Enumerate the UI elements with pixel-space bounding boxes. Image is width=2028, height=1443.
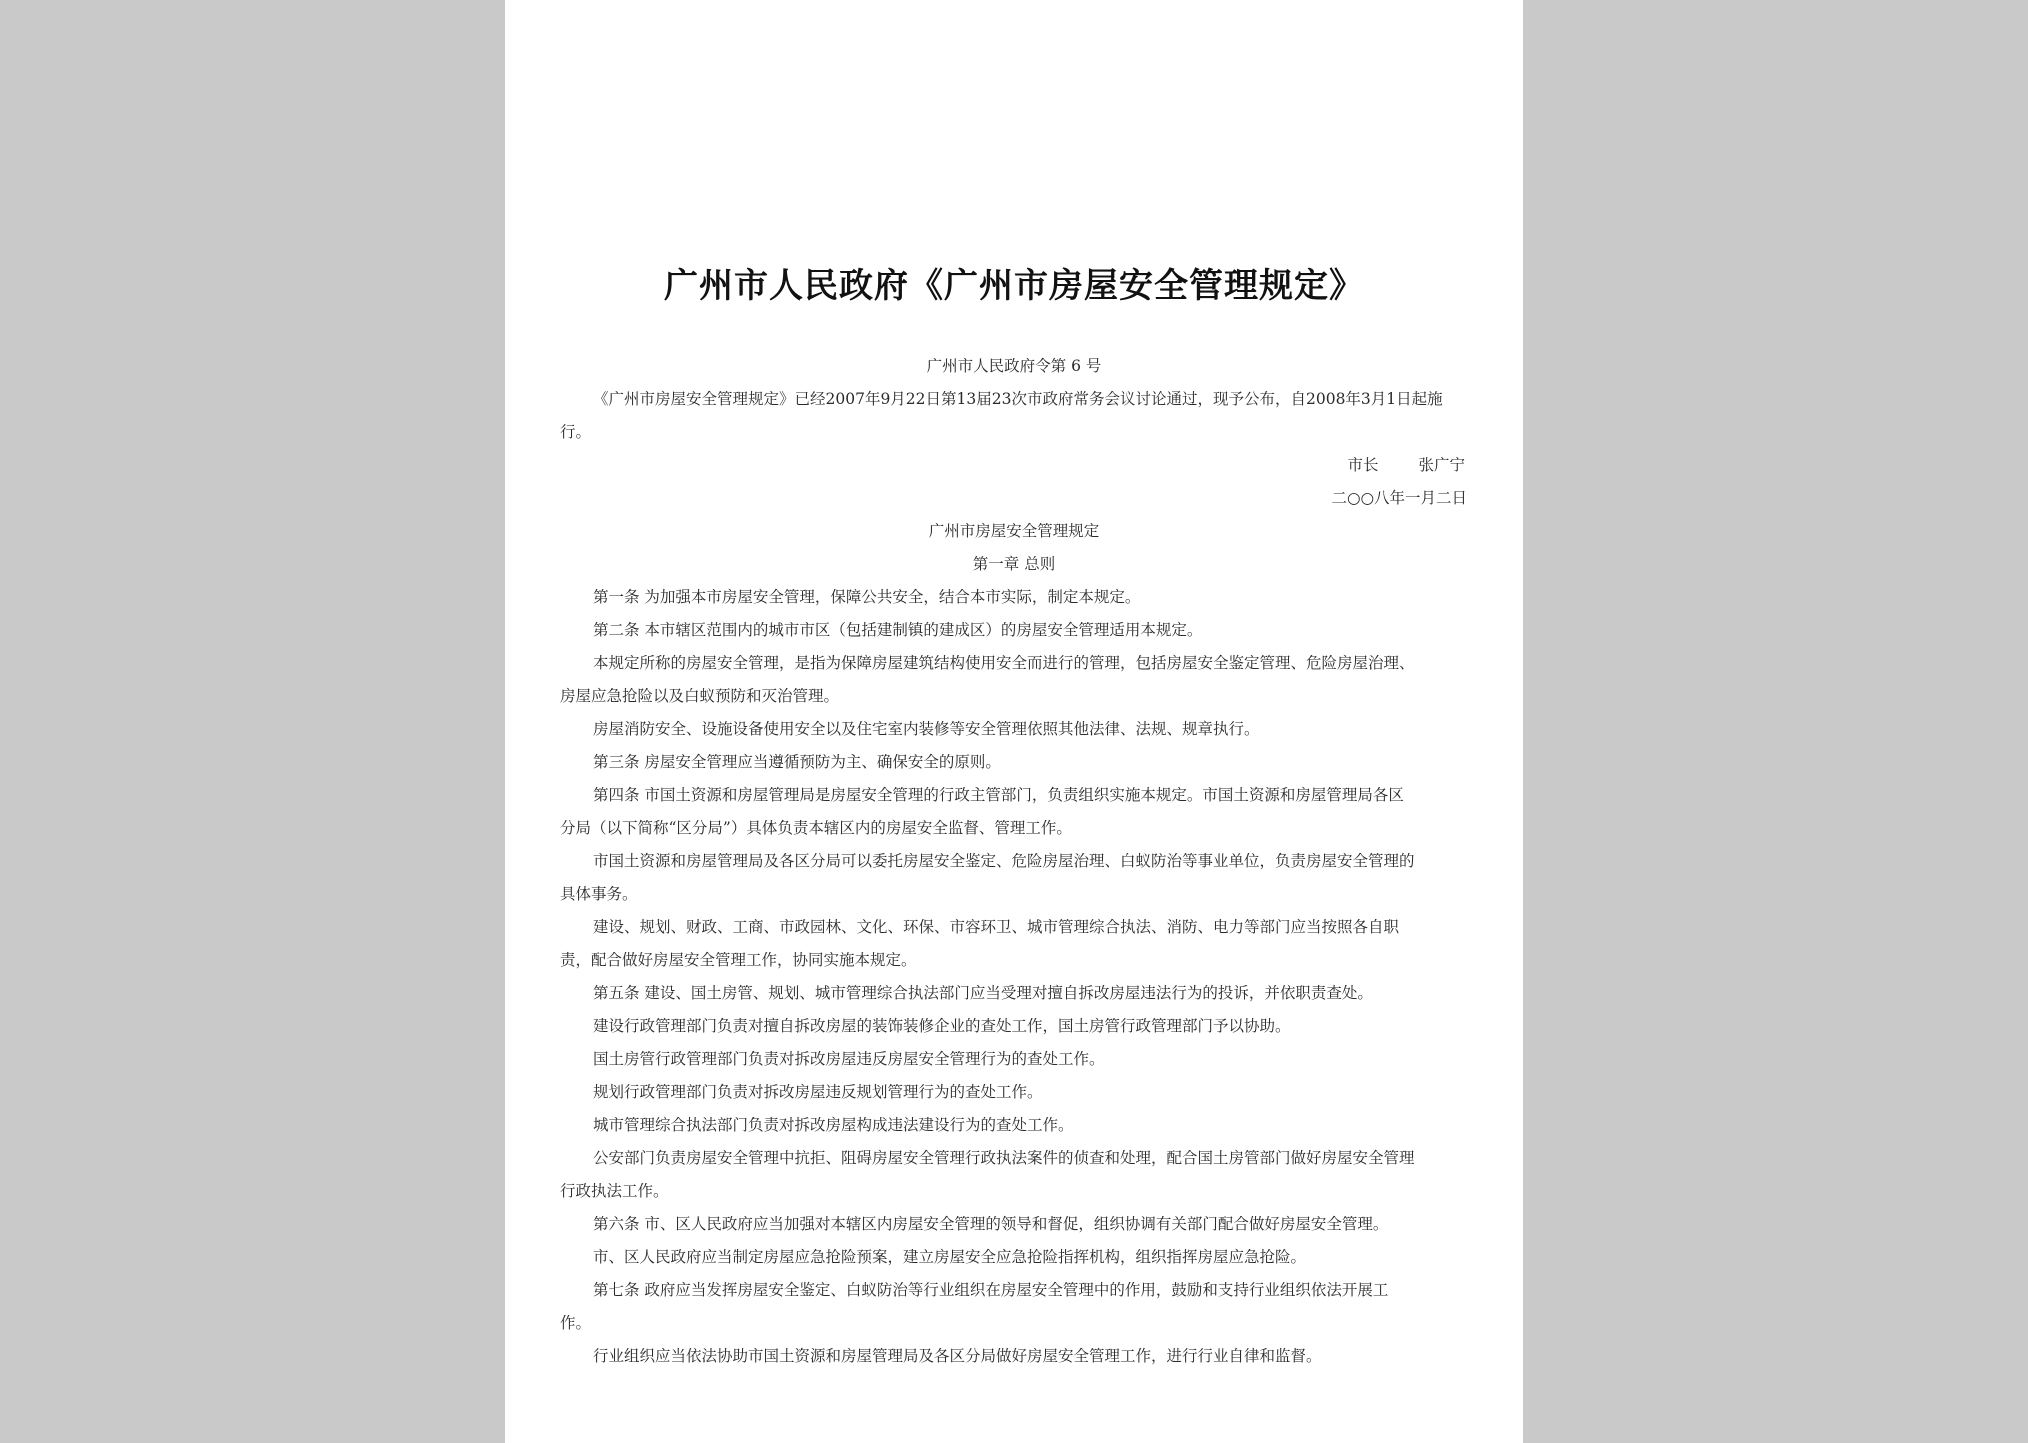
intro-line-2: 行。 (560, 423, 592, 441)
paragraph-line: 房屋应急抢险以及白蚁预防和灭治管理。 (560, 687, 840, 705)
paragraph-line: 房屋消防安全、设施设备使用安全以及住宅室内装修等安全管理依照其他法律、法规、规章执行。 (593, 720, 1260, 738)
paragraph-line: 规划行政管理部门负责对拆改房屋违反规划管理行为的查处工作。 (593, 1083, 1043, 1101)
signature-name: 张广宁 (1418, 456, 1465, 474)
paragraph-line: 公安部门负责房屋安全管理中抗拒、阻碍房屋安全管理行政执法案件的侦查和处理，配合国土房管部门做好房屋安全管理 (593, 1149, 1415, 1167)
signature-block (1347, 455, 1465, 475)
paragraph-line: 建设行政管理部门负责对擅自拆改房屋的装饰装修企业的查处工作，国土房管行政管理部门予以协助。 (593, 1017, 1291, 1035)
paragraph-line: 具体事务。 (560, 885, 638, 903)
paragraph-line: 本规定所称的房屋安全管理，是指为保障房屋建筑结构使用安全而进行的管理，包括房屋安全鉴定管理、危险房屋治理、 (593, 654, 1415, 672)
paragraph-line: 行业组织应当依法协助市国土资源和房屋管理局及各区分局做好房屋安全管理工作，进行行业自律和监督。 (593, 1347, 1322, 1365)
paragraph-line: 第三条 房屋安全管理应当遵循预防为主、确保安全的原则。 (593, 753, 1001, 771)
paragraph-line: 第四条 市国土资源和房屋管理局是房屋安全管理的行政主管部门，负责组织实施本规定。市国土资源和房屋管理局各区 (593, 786, 1404, 804)
paragraph-line: 行政执法工作。 (560, 1182, 669, 1200)
paragraph-line: 分局（以下简称“区分局”）具体负责本辖区内的房屋安全监督、管理工作。 (560, 819, 1072, 837)
intro-line-1: 《广州市房屋安全管理规定》已经2007年9月22日第13届23次市政府常务会议讨论通过，现予公布，自2008年3月1日起施 (593, 390, 1443, 408)
paragraph-line: 城市管理综合执法部门负责对拆改房屋构成违法建设行为的查处工作。 (593, 1116, 1074, 1134)
signature-date: 二○○八年一月二日 (1331, 489, 1467, 507)
document-title: 广州市人民政府《广州市房屋安全管理规定》 (664, 266, 1364, 306)
paragraph-line: 建设、规划、财政、工商、市政园林、文化、环保、市容环卫、城市管理综合执法、消防、电力等部门应当按照各自职 (593, 918, 1400, 936)
paragraph-line: 第六条 市、区人民政府应当加强对本辖区内房屋安全管理的领导和督促，组织协调有关部门配合做好房屋安全管理。 (593, 1215, 1389, 1233)
regulation-title: 广州市房屋安全管理规定 (928, 522, 1100, 540)
signature-role: 市长 (1347, 456, 1379, 474)
paragraph-line: 作。 (560, 1314, 592, 1332)
paragraph-line: 第二条 本市辖区范围内的城市市区（包括建制镇的建成区）的房屋安全管理适用本规定。 (593, 621, 1203, 639)
document-page (505, 0, 1523, 1443)
paragraph-line: 国土房管行政管理部门负责对拆改房屋违反房屋安全管理行为的查处工作。 (593, 1050, 1105, 1068)
order-number: 广州市人民政府令第 6 号 (926, 357, 1102, 375)
paragraph-line: 责，配合做好房屋安全管理工作，协同实施本规定。 (560, 951, 917, 969)
chapter-title: 第一章 总则 (972, 555, 1056, 573)
paragraph-line: 市国土资源和房屋管理局及各区分局可以委托房屋安全鉴定、危险房屋治理、白蚁防治等事业单位，负责房屋安全管理的 (593, 852, 1415, 870)
paragraph-line: 市、区人民政府应当制定房屋应急抢险预案，建立房屋安全应急抢险指挥机构，组织指挥房屋应急抢险。 (593, 1248, 1307, 1266)
paragraph-line: 第五条 建设、国土房管、规划、城市管理综合执法部门应当受理对擅自拆改房屋违法行为的投诉，并依职责查处。 (593, 984, 1373, 1002)
paragraph-line: 第七条 政府应当发挥房屋安全鉴定、白蚁防治等行业组织在房屋安全管理中的作用，鼓励和支持行业组织依法开展工 (593, 1281, 1389, 1299)
paragraph-line: 第一条 为加强本市房屋安全管理，保障公共安全，结合本市实际，制定本规定。 (593, 588, 1141, 606)
